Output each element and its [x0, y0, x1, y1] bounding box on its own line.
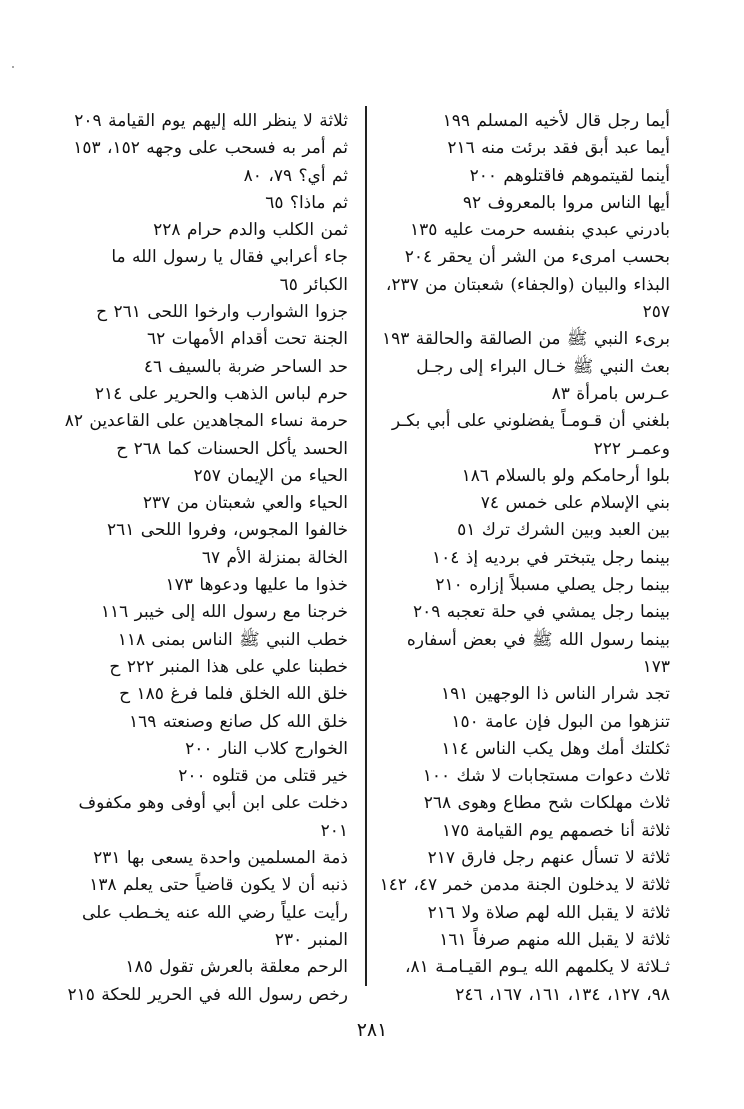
index-entry: بينما رجل يتبختر في برديه إذ ١٠٤	[431, 547, 670, 568]
index-entry: بعث النبي ﷺ خـال البراء إلى رجـل عـرس بامرأة ٨٣	[416, 356, 670, 404]
index-column-right	[378, 108, 670, 1009]
index-entry: خطبنا علي على هذا المنبر ٢٢٢ ح	[109, 656, 348, 677]
index-entry: ثلاثة لا يقبل الله لهم صلاة ولا ٢١٦	[427, 902, 670, 923]
index-entry: بني الإسلام على خمس ٧٤	[480, 493, 670, 514]
index-entry: ثم أي؟ ٧٩، ٨٠	[243, 165, 348, 186]
index-entry: الحياء والعي شعبتان من ٢٣٧	[142, 493, 348, 514]
index-entry: ثلاث مهلكات شح مطاع وهوى ٢٦٨	[423, 793, 670, 814]
index-entry: الخالة بمنزلة الأم ٦٧	[201, 547, 348, 568]
index-column-left	[62, 108, 348, 1009]
index-entry: الخوارج كلاب النار ٢٠٠	[185, 738, 348, 759]
index-entry: الرحم معلقة بالعرش تقول ١٨٥	[125, 957, 348, 978]
column-divider	[365, 106, 367, 986]
index-entry: الجنة تحت أقدام الأمهات ٦٢	[147, 329, 348, 350]
index-entry: خلق الله الخلق فلما فرغ ١٨٥ ح	[119, 684, 348, 705]
index-entry: ذنبه أن لا يكون قاضياً حتى يعلم ١٣٨	[89, 875, 348, 896]
index-entry: حد الساحر ضربة بالسيف ٤٦	[143, 356, 348, 377]
index-entry: بين العبد وبين الشرك ترك ٥١	[457, 520, 670, 541]
index-entry: بينما رجل يصلي مسبلاً إزاره ٢١٠	[435, 575, 670, 596]
index-entry: أيها الناس مروا بالمعروف ٩٢	[462, 192, 670, 213]
index-entry: خذوا ما عليها ودعوها ١٧٣	[165, 575, 348, 596]
index-entry: رخص رسول الله في الحرير للحكة ٢١٥	[67, 984, 348, 1005]
index-entry: الحياء من الإيمان ٢٥٧	[193, 465, 348, 486]
index-entry: ثلاثة لا يدخلون الجنة مدمن خمر ٤٧، ١٤٢	[379, 875, 670, 896]
index-entry: ثـلاثة لا يكلمهم الله يـوم القيـامـة ٨١، ٩٨، ١٢٧، ١٣٤، ١٦١، ١٦٧، ٢٤٦	[405, 957, 670, 1005]
index-entry: حرم لباس الذهب والحرير على ٢١٤	[94, 383, 348, 404]
index-entry: ثم ماذا؟ ٦٥	[265, 192, 348, 213]
index-entry: ثكلتك أمك وهل يكب الناس ١١٤	[441, 738, 670, 759]
index-entry: ثمن الكلب والدم حرام ٢٢٨	[153, 220, 348, 241]
index-entry: رأيت علياً رضي الله عنه يخـطب على المنبر ٢٣٠	[82, 902, 348, 950]
index-entry: بينما رجل يمشي في حلة تعجبه ٢٠٩	[412, 602, 670, 623]
index-entry: ثلاثة لا ينظر الله إليهم يوم القيامة ٢٠٩	[74, 111, 348, 131]
index-entry: ذمة المسلمين واحدة يسعى بها ٢٣١	[93, 848, 348, 869]
index-entry: ثلاثة أنا خصمهم يوم القيامة ١٧٥	[441, 820, 670, 841]
index-entry: البذاء والبيان (والجفاء) شعبتان من ٢٣٧، ٢٥٧	[385, 274, 670, 323]
index-entry: خطب النبي ﷺ الناس بمنى ١١٨	[117, 629, 348, 650]
index-entry: خرجنا مع رسول الله إلى خيبر ١١٦	[100, 602, 348, 623]
index-entry: حرمة نساء المجاهدين على القاعدين ٨٢	[64, 411, 348, 432]
index-entry: بادرني عبدي بنفسه حرمت عليه ١٣٥	[410, 220, 670, 241]
index-entry: ثم أمر به فسحب على وجهه ١٥٢، ١٥٣	[73, 138, 348, 159]
index-entry: خلق الله كل صانع وصنعته ١٦٩	[129, 711, 348, 732]
index-entry: تجد شرار الناس ذا الوجهين ١٩١	[441, 684, 670, 705]
index-entry: بلغني أن قـومـاً يفضلوني على أبي بكـر وعمـر ٢٢٢	[391, 411, 670, 459]
index-entry: بينما رسول الله ﷺ في بعض أسفاره ١٧٣	[406, 629, 670, 677]
index-entry: ثلاثة لا يقبل الله منهم صرفاً ١٦١	[439, 929, 670, 950]
index-entry: بحسب امرىء من الشر أن يحقر ٢٠٤	[404, 247, 670, 268]
index-entry: تنزهوا من البول فإن عامة ١٥٠	[451, 711, 670, 732]
page-number: ٢٨١	[356, 1019, 388, 1041]
index-entry: ثلاثة لا تسأل عنهم رجل فارق ٢١٧	[427, 848, 670, 869]
index-entry: برىء النبي ﷺ من الصالقة والحالقة ١٩٣	[381, 329, 670, 350]
index-entry: خالفوا المجوس، وفروا اللحى ٢٦١	[106, 520, 348, 541]
index-entry: أيما عبد أبق فقد برئت منه ٢١٦	[447, 138, 670, 159]
index-entry: ثلاث دعوات مستجابات لا شك ١٠٠	[422, 766, 670, 787]
scan-speck	[12, 66, 14, 68]
index-entry: جاء أعرابي فقال يا رسول الله ما الكبائر ٦٥	[111, 247, 348, 295]
index-entry: بلوا أرحامكم ولو بالسلام ١٨٦	[461, 465, 670, 486]
index-entry: أينما لقيتموهم فاقتلوهم ٢٠٠	[469, 165, 670, 186]
index-entry: أيما رجل قال لأخيه المسلم ١٩٩	[442, 111, 670, 131]
index-entry: الحسد يأكل الحسنات كما ٢٦٨ ح	[116, 438, 348, 459]
index-entry: دخلت على ابن أبي أوفى وهو مكفوف ٢٠١	[78, 793, 348, 841]
index-entry: جزوا الشوارب وارخوا اللحى ٢٦١ ح	[96, 302, 348, 323]
index-entry: خير قتلى من قتلوه ٢٠٠	[178, 766, 348, 787]
